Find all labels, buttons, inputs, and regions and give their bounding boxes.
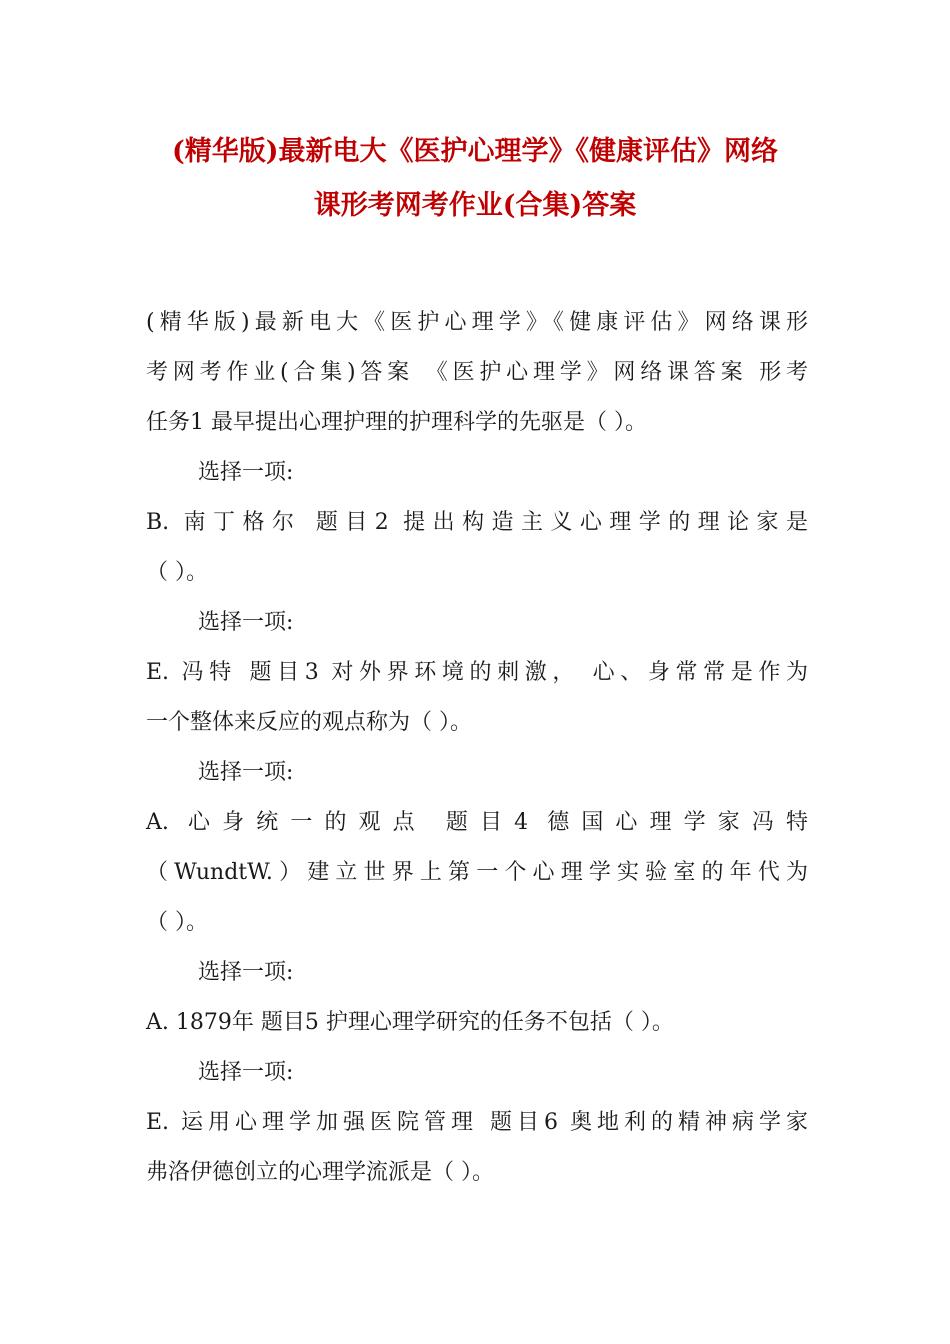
body-line-15: A. 1879年 题目5 护理心理学研究的任务不包括（ ）。 [146,1010,674,1035]
body-line-16: 选择一项: [198,1060,294,1085]
title-line-2: 课形考网考作业(合集)答案 [313,190,637,221]
body-line-9: 一个整体来反应的观点称为（ ）。 [146,710,472,735]
document-title [120,125,830,233]
body-line-12: （WundtW.）建立世界上第一个心理学实验室的年代为 [146,860,808,885]
body-line-10: 选择一项: [198,760,294,785]
body-line-3: 任务1 最早提出心理护理的护理科学的先驱是（ ）。 [146,410,647,435]
body-line-7: 选择一项: [198,610,294,635]
body-line-13: （ ）。 [146,910,208,935]
body-line-1: (精华版)最新电大《医护心理学》《健康评估》网络课形 [146,310,808,335]
title-line-1: (精华版)最新电大《医护心理学》《健康评估》网络 [171,136,779,167]
body-line-17: E. 运用心理学加强医院管理 题目6 奥地利的精神病学家 [146,1110,808,1135]
body-line-11: A. 心身统一的观点 题目4 德国心理学家冯特 [146,810,808,835]
body-line-4: 选择一项: [198,460,294,485]
body-line-5: B. 南丁格尔 题目2 提出构造主义心理学的理论家是 [146,510,808,535]
body-line-18: 弗洛伊德创立的心理学流派是（ ）。 [146,1160,494,1185]
body-line-2: 考网考作业(合集)答案 《医护心理学》网络课答案 形考 [146,360,808,385]
body-line-6: （ ）。 [146,560,208,585]
body-line-8: E. 冯特 题目3 对外界环境的刺激， 心、身常常是作为 [146,660,808,685]
body-line-14: 选择一项: [198,960,294,985]
